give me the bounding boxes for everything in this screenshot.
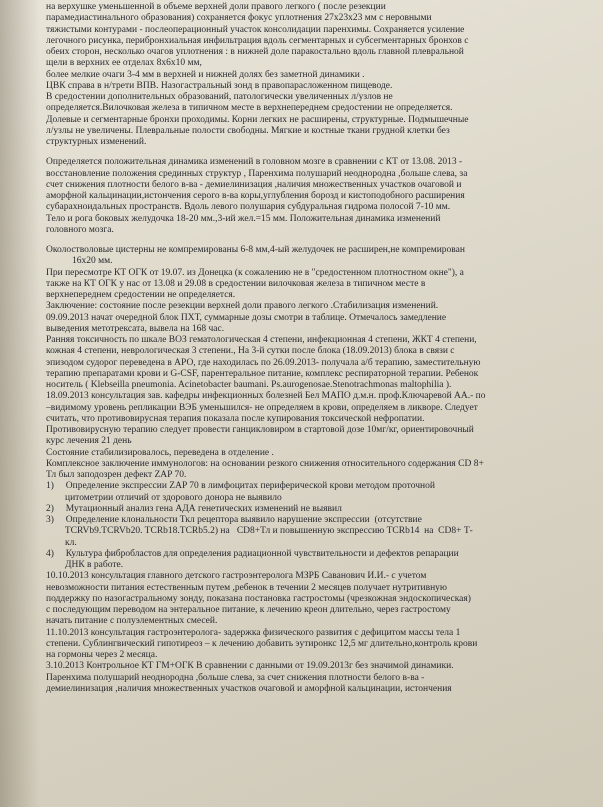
text-line: терапию препаратами крови и G-CSF, парентеральное питание, комплекс респираторной терапии. Ребенок	[46, 368, 479, 379]
text-line: выведения метотрексата, вывела на 168 час.	[46, 323, 225, 334]
paragraph-gap	[46, 148, 577, 157]
text-line: с последующим переводом на энтеральное питание, к лечению креон длительно, через гастростому	[46, 605, 451, 615]
text-line: Ранняя токсичность по шкале ВОЗ гематологическая 4 степени, инфекционная 4 степени, ЖКТ 4 степени,	[46, 335, 477, 345]
text-line: Состояние стабилизировалось, переведена в отделение .	[46, 447, 274, 458]
text-line: Заключение: состояние после резекции верхней доли правого легкого .Стабилизация изменений.	[46, 301, 439, 312]
text-line: на гормоны через 2 месяца.	[46, 650, 158, 660]
text-line: В средостении дополнительных образований, патологически увеличенных л/узлов не	[46, 92, 393, 102]
text-line: Тл был заподозрен дефект ZAP 70.	[46, 470, 187, 480]
page-shadow	[0, 0, 40, 807]
text-line: 16х20 мм.	[72, 256, 113, 267]
text-line: 09.09.2013 начат очередной блок ПХТ, суммарные дозы смотри в таблице. Отмечалось замедление	[46, 312, 447, 323]
list-item: 3) Определение клональности Ткл рецептора выявило нарушение экспрессии (отсутствие	[46, 515, 422, 525]
text-line: 18.09.2013 консультация зав. кафедры инфекционных болезней Бел МАПО д.м.н. проф.Ключаревой АА.- по	[46, 391, 486, 402]
text-line: считать, что противовирусная терапия показала после купирования токсической нефропатии.	[46, 413, 425, 424]
text-line: субарахноидальных пространств. Вдоль левого полушария субдуральная гидрома полосой 7-10 мм.	[46, 202, 451, 213]
text-line: –видимому уровень репликации ВЭБ уменьшился- не определяем в крови, определяем в ликворе. Следует	[46, 402, 478, 413]
text-line: степени. Сублингвический гипотиреоз – к лечению добавить эутиронкс 12,5 мг длительно,контроль крови	[46, 638, 478, 649]
text-line: восстановление положения срединных структур , Паренхима полушарий неоднородна ,больше слева, за	[46, 168, 468, 179]
text-line: носитель ( Klebseilla pneumonia. Acinetobacter baumani. Ps.aurogenosae.Stenotrachmonas maltophilia ).	[46, 380, 452, 390]
text-line: При пересмотре КТ ОГК от 19.07. из Донецка (к сожалению не в "средостенном плотностном окне"), а	[46, 267, 464, 278]
text-line: невозможности питания естественным путем ,ребенок в течении 2 месяцев получает нутритивную	[46, 582, 448, 593]
text-line: определяется.Вилочковая железа в типичном месте в верхнепереднем средостении не определяется.	[46, 103, 453, 114]
text-line: 10.10.2013 консультация главного детского гастроэнтеролога МЗРБ Саванович И.И.- с учетом	[46, 571, 427, 582]
paragraph-gap	[46, 236, 577, 245]
list-item: TCRVb9.TCRVb20. TCRb18.TCRb5.2) на CD8+Тл и повышенную экспрессию TCRb14 на CD8+ Т-	[46, 526, 473, 537]
text-line: обеих сторон, несколько очагов уплотнения : в нижней доле паракостально вдоль главной плевральной	[46, 47, 464, 57]
text-line: 11.10.2013 консультация гастроэнтеролога- задержка физического развития с дефицитом массы тела 1	[46, 627, 461, 638]
text-line: счет снижения плотности белого в-ва - демиелинизация ,наличия множественных участков очаговой и	[46, 179, 462, 190]
text-line: Определяется положительная динамика изменений в головном мозге в сравнении с КТ от 13.08. 2013 -	[46, 157, 463, 168]
text-line: щели в верхних ее отделах 8х6х10 мм,	[46, 58, 202, 69]
text-line: Противовирусную терапию следует провести ганцикловиром в стартовой дозе 10мг/кг, ориентировочный	[46, 425, 474, 435]
text-line: Тело и рога боковых желудочка 18-20 мм.,3-ий жел.=15 мм. Положительная динамика изменений	[46, 213, 441, 224]
text-line: легочного рисунка, перибронхиальная инфильтрация вдоль сегментарных и субсегментарных бронхов с	[46, 35, 469, 46]
list-item: 1) Определение экспрессии ZAP 70 в лимфоцитах периферической крови методом проточной	[46, 481, 435, 492]
text-line: структурных изменений.	[46, 137, 147, 147]
list-item: 4) Культура фибробластов для определения радиационной чувствительности и дефектов репарации	[46, 548, 459, 559]
text-line: также на КТ ОГК у нас от 13.08 и 29.08 в средостении вилочковая железа в типичном месте в	[46, 278, 426, 289]
list-item: 2) Мутационный анализ гена АДА генетических изменений не выявил	[46, 503, 342, 514]
text-line: головного мозга.	[46, 224, 114, 235]
text-line: ЦВК справа в н/трети ВПВ. Назогастральный зонд в правопарасложенном пищеводе.	[46, 80, 393, 91]
text-line: Паренхима полушарий неоднородна ,больше слева, за счет снижения плотности белого в-ва -	[46, 672, 425, 683]
list-item: ДНК в работе.	[46, 560, 124, 570]
text-line: Долевые и сегментарные бронхи проходимы. Корни легких не расширены, структурные. Подмышечные	[46, 114, 469, 125]
text-line: парамедиастинального образования) сохраняется фокус уплотнения 27х23х23 мм с неровными	[46, 13, 432, 24]
list-item: кл.	[46, 537, 77, 548]
text-line: начать питание с полуэлементных смесей.	[46, 616, 218, 627]
text-line: аморфной кальцинации,истончения серого в-ва коры,углубления борозд и кистоподобного расширения	[46, 191, 465, 201]
text-line: демиелинизация ,наличия множественных участков очаговой и аморфной кальцинации, истончения	[46, 683, 452, 694]
text-line: л/узлы не увеличены. Плевральные полости свободны. Мягкие и костные ткани грудной клетки без	[46, 125, 450, 136]
text-line: Комплексное заключение иммунологов: на основании резкого снижения относительного содержания CD 8+	[46, 458, 484, 469]
text-line: эпизодом судорог переведена в АРО, где находилась по 26.09.2013- получала а/б терапию, заместительную	[46, 357, 481, 368]
text-line: Околостволовые цистерны не компремированы 6-8 мм,4-ый желудочек не расширен,не компремирован	[46, 245, 465, 255]
text-line: поддержку по назогастральному зонду, показана постановка гастростомы (чрезкожная эндоскопическая)	[46, 593, 471, 604]
text-line: курс лечения 21 день	[46, 436, 132, 447]
text-line: более мелкие очаги 3-4 мм в верхней и нижней долях без заметной динамики .	[46, 69, 365, 80]
text-line: тяжистыми контурами - послеоперационный участок консолидации паренхимы. Сохраняется усиление	[46, 24, 465, 35]
list-item: цитометрии отличий от здорового донора не выявило	[46, 492, 282, 503]
text-line: верхнепереднем средостении не определяется.	[46, 290, 236, 300]
text-line: 3.10.2013 Контрольное КТ ГМ+ОГК В сравнении с данными от 19.09.2013г без значимой динамики.	[46, 661, 454, 672]
text-line: на верхушке уменьшенной в объеме верхней доли правого легкого ( после резекции	[46, 2, 386, 12]
text-line: кожная 4 степени, неврологическая 3 степени., На 3-й сутки после блока (18.09.2013) блока в связи с	[46, 346, 455, 357]
